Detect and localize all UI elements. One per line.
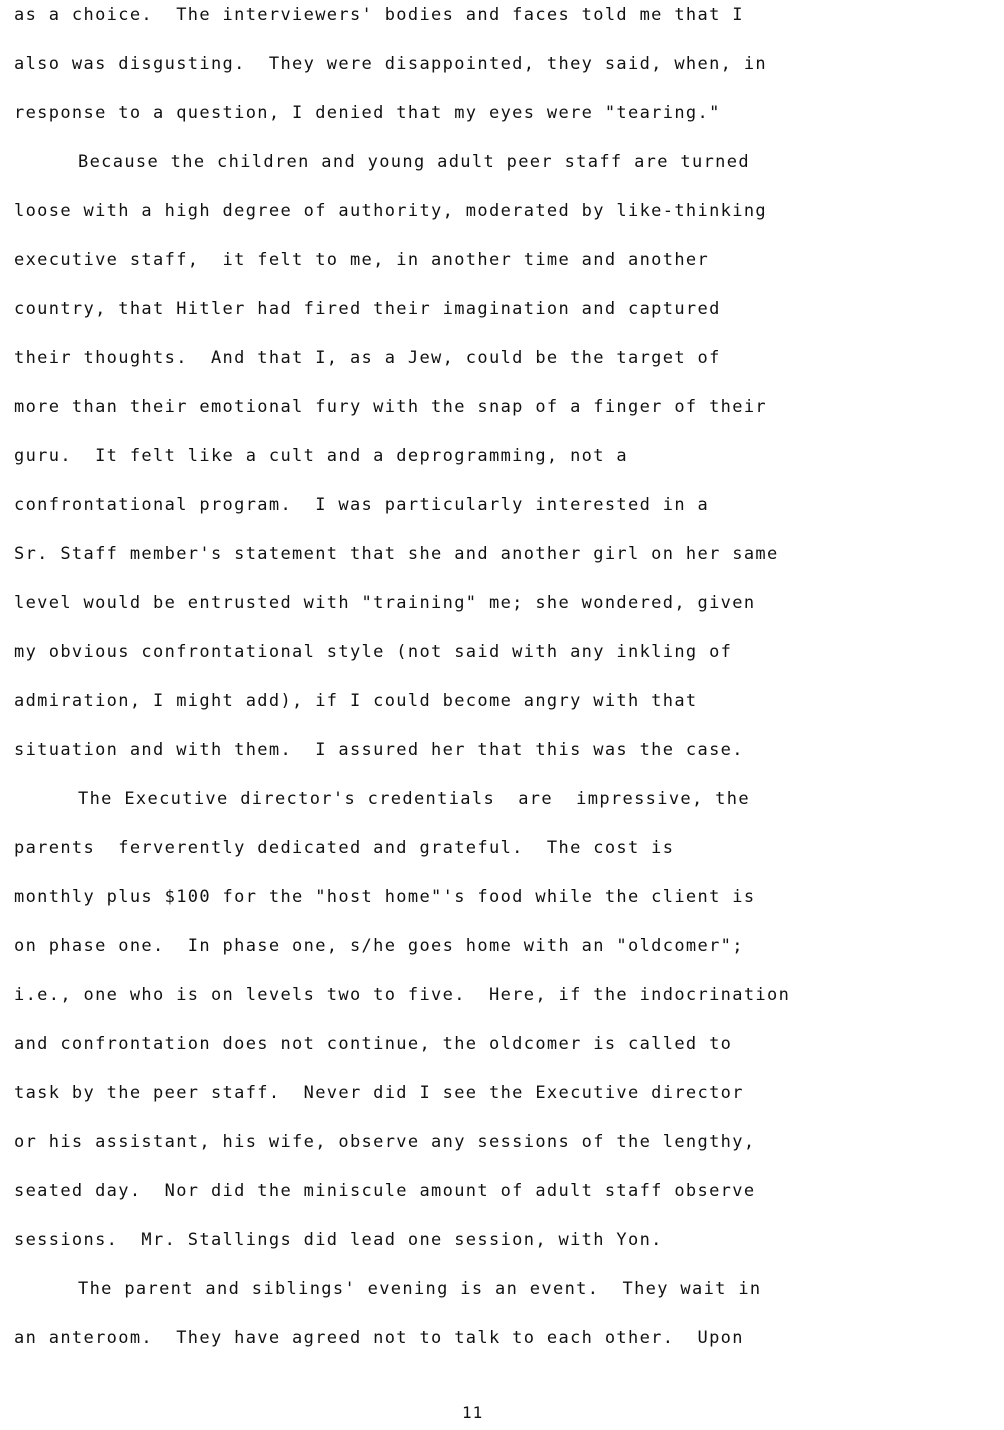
text-line: situation and with them. I assured her that this was the case. <box>14 740 744 760</box>
text-line: their thoughts. And that I, as a Jew, could be the target of <box>14 348 721 368</box>
page-number: 11 <box>462 1403 484 1422</box>
text-line: or his assistant, his wife, observe any sessions of the lengthy, <box>14 1132 756 1152</box>
text-line: task by the peer staff. Never did I see the Executive director <box>14 1083 744 1103</box>
paragraph-start-line: Because the children and young adult peer staff are turned <box>78 152 750 172</box>
text-line: parents ferverently dedicated and grateful. The cost is <box>14 838 675 858</box>
text-line: confrontational program. I was particularly interested in a <box>14 495 710 515</box>
text-line: response to a question, I denied that my eyes were "tearing." <box>14 103 721 123</box>
text-line: executive staff, it felt to me, in another time and another <box>14 250 710 270</box>
text-line: admiration, I might add), if I could become angry with that <box>14 691 698 711</box>
text-line: more than their emotional fury with the snap of a finger of their <box>14 397 768 417</box>
text-line: also was disgusting. They were disappointed, they said, when, in <box>14 54 768 74</box>
text-line: guru. It felt like a cult and a deprogramming, not a <box>14 446 628 466</box>
text-line: as a choice. The interviewers' bodies and faces told me that I <box>14 5 744 25</box>
text-line: sessions. Mr. Stallings did lead one session, with Yon. <box>14 1230 663 1250</box>
text-line: i.e., one who is on levels two to five. Here, if the indocrination <box>14 985 791 1005</box>
text-line: seated day. Nor did the miniscule amount of adult staff observe <box>14 1181 756 1201</box>
text-line: Sr. Staff member's statement that she and another girl on her same <box>14 544 779 564</box>
text-line: my obvious confrontational style (not said with any inkling of <box>14 642 733 662</box>
text-line: an anteroom. They have agreed not to talk to each other. Upon <box>14 1328 744 1348</box>
paragraph-start-line: The parent and siblings' evening is an event. They wait in <box>78 1279 762 1299</box>
text-line: monthly plus $100 for the "host home"'s food while the client is <box>14 887 756 907</box>
text-line: country, that Hitler had fired their imagination and captured <box>14 299 721 319</box>
text-line: level would be entrusted with "training" me; she wondered, given <box>14 593 756 613</box>
text-line: and confrontation does not continue, the oldcomer is called to <box>14 1034 733 1054</box>
text-line: on phase one. In phase one, s/he goes home with an "oldcomer"; <box>14 936 744 956</box>
text-line: loose with a high degree of authority, moderated by like-thinking <box>14 201 768 221</box>
paragraph-start-line: The Executive director's credentials are impressive, the <box>78 789 750 809</box>
